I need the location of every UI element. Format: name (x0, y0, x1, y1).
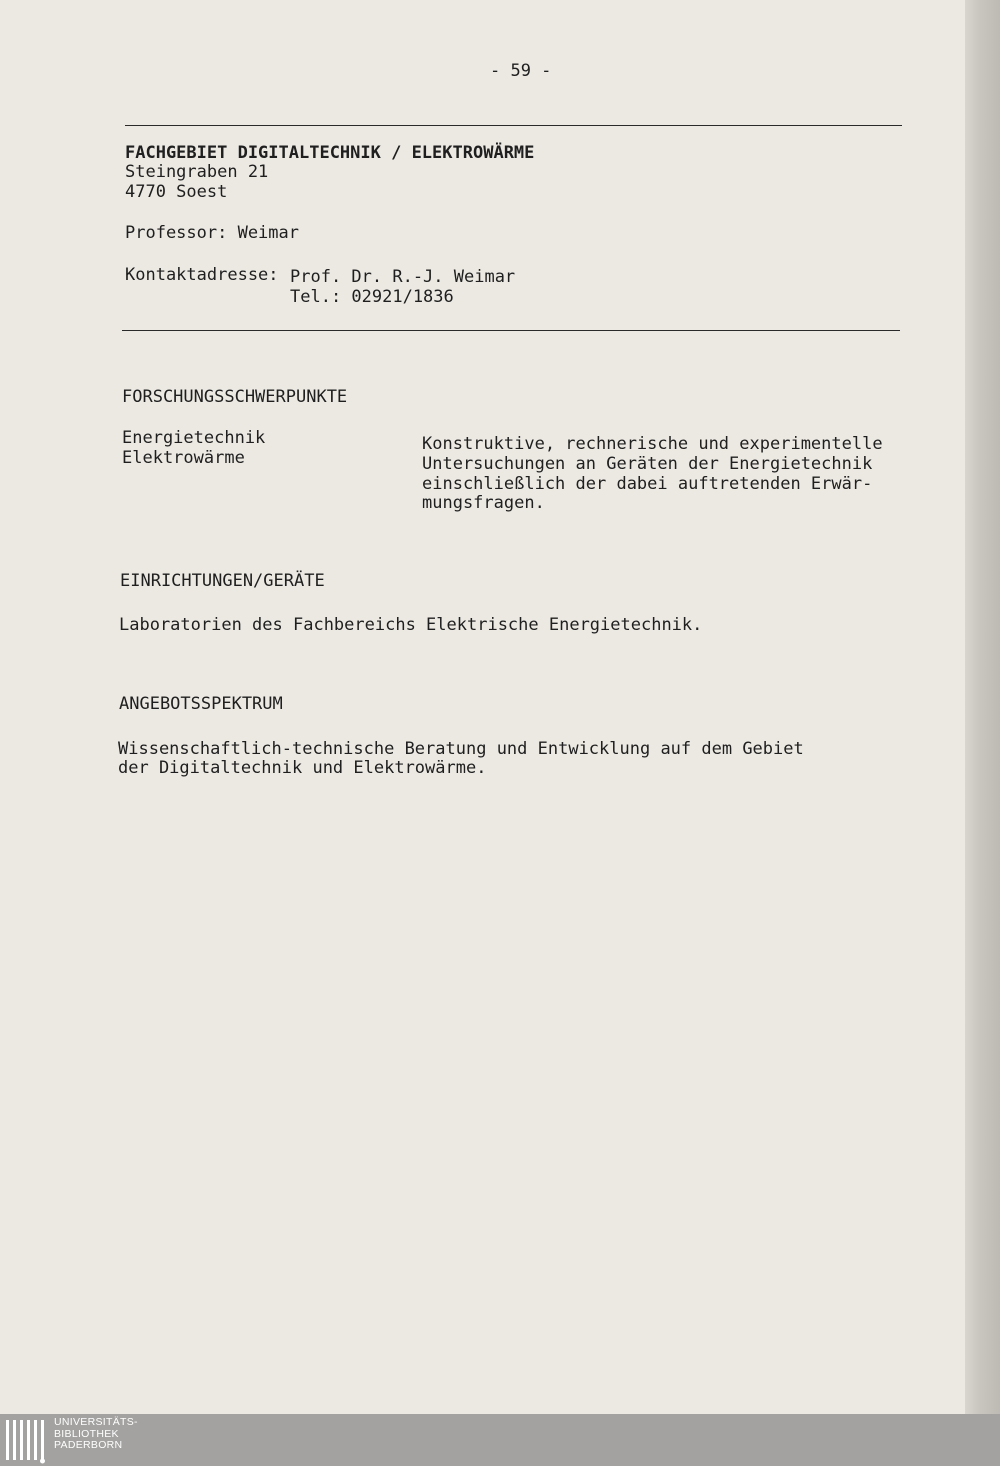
research-heading: FORSCHUNGSSCHWERPUNKTE (122, 387, 348, 407)
contact-name: Prof. Dr. R.-J. Weimar (290, 267, 516, 287)
offerings-heading: ANGEBOTSSPEKTRUM (119, 694, 283, 714)
library-logo-line: PADERBORN (54, 1439, 123, 1451)
offerings-line: Wissenschaftlich-technische Beratung und Entwicklung auf dem Gebiet (118, 739, 804, 759)
facilities-text: Laboratorien des Fachbereichs Elektrische Energietechnik. (119, 615, 703, 635)
contact-label: Kontaktadresse: (125, 265, 279, 285)
research-description-line: einschließlich der dabei auftretenden Erwär- (422, 474, 873, 494)
research-topic: Elektrowärme (122, 448, 245, 468)
street-address: Steingraben 21 (125, 162, 269, 182)
library-logo-icon (4, 1418, 48, 1464)
offerings-line: der Digitaltechnik und Elektrowärme. (118, 758, 487, 778)
header-bottom-rule (122, 330, 900, 331)
professor-line: Professor: Weimar (125, 223, 299, 243)
page-edge-shadow (965, 0, 1000, 1414)
library-logo-line: BIBLIOTHEK (54, 1427, 119, 1440)
page-number: - 59 - (490, 61, 552, 81)
library-logo-text (54, 1417, 138, 1452)
institute-name: FACHGEBIET DIGITALTECHNIK / ELEKTROWÄRME (125, 143, 535, 163)
research-description-line: mungsfragen. (422, 493, 545, 513)
contact-phone: Tel.: 02921/1836 (290, 287, 454, 307)
top-rule (125, 125, 902, 126)
library-logo-line: UNIVERSITÄTS- (54, 1416, 138, 1428)
city-address: 4770 Soest (125, 182, 228, 202)
research-topic: Energietechnik (122, 428, 266, 448)
facilities-heading: EINRICHTUNGEN/GERÄTE (120, 571, 325, 591)
research-description-line: Konstruktive, rechnerische und experimentelle (422, 434, 883, 454)
scan-footer-band (0, 1414, 1000, 1466)
research-description-line: Untersuchungen an Geräten der Energietechnik (422, 454, 873, 474)
